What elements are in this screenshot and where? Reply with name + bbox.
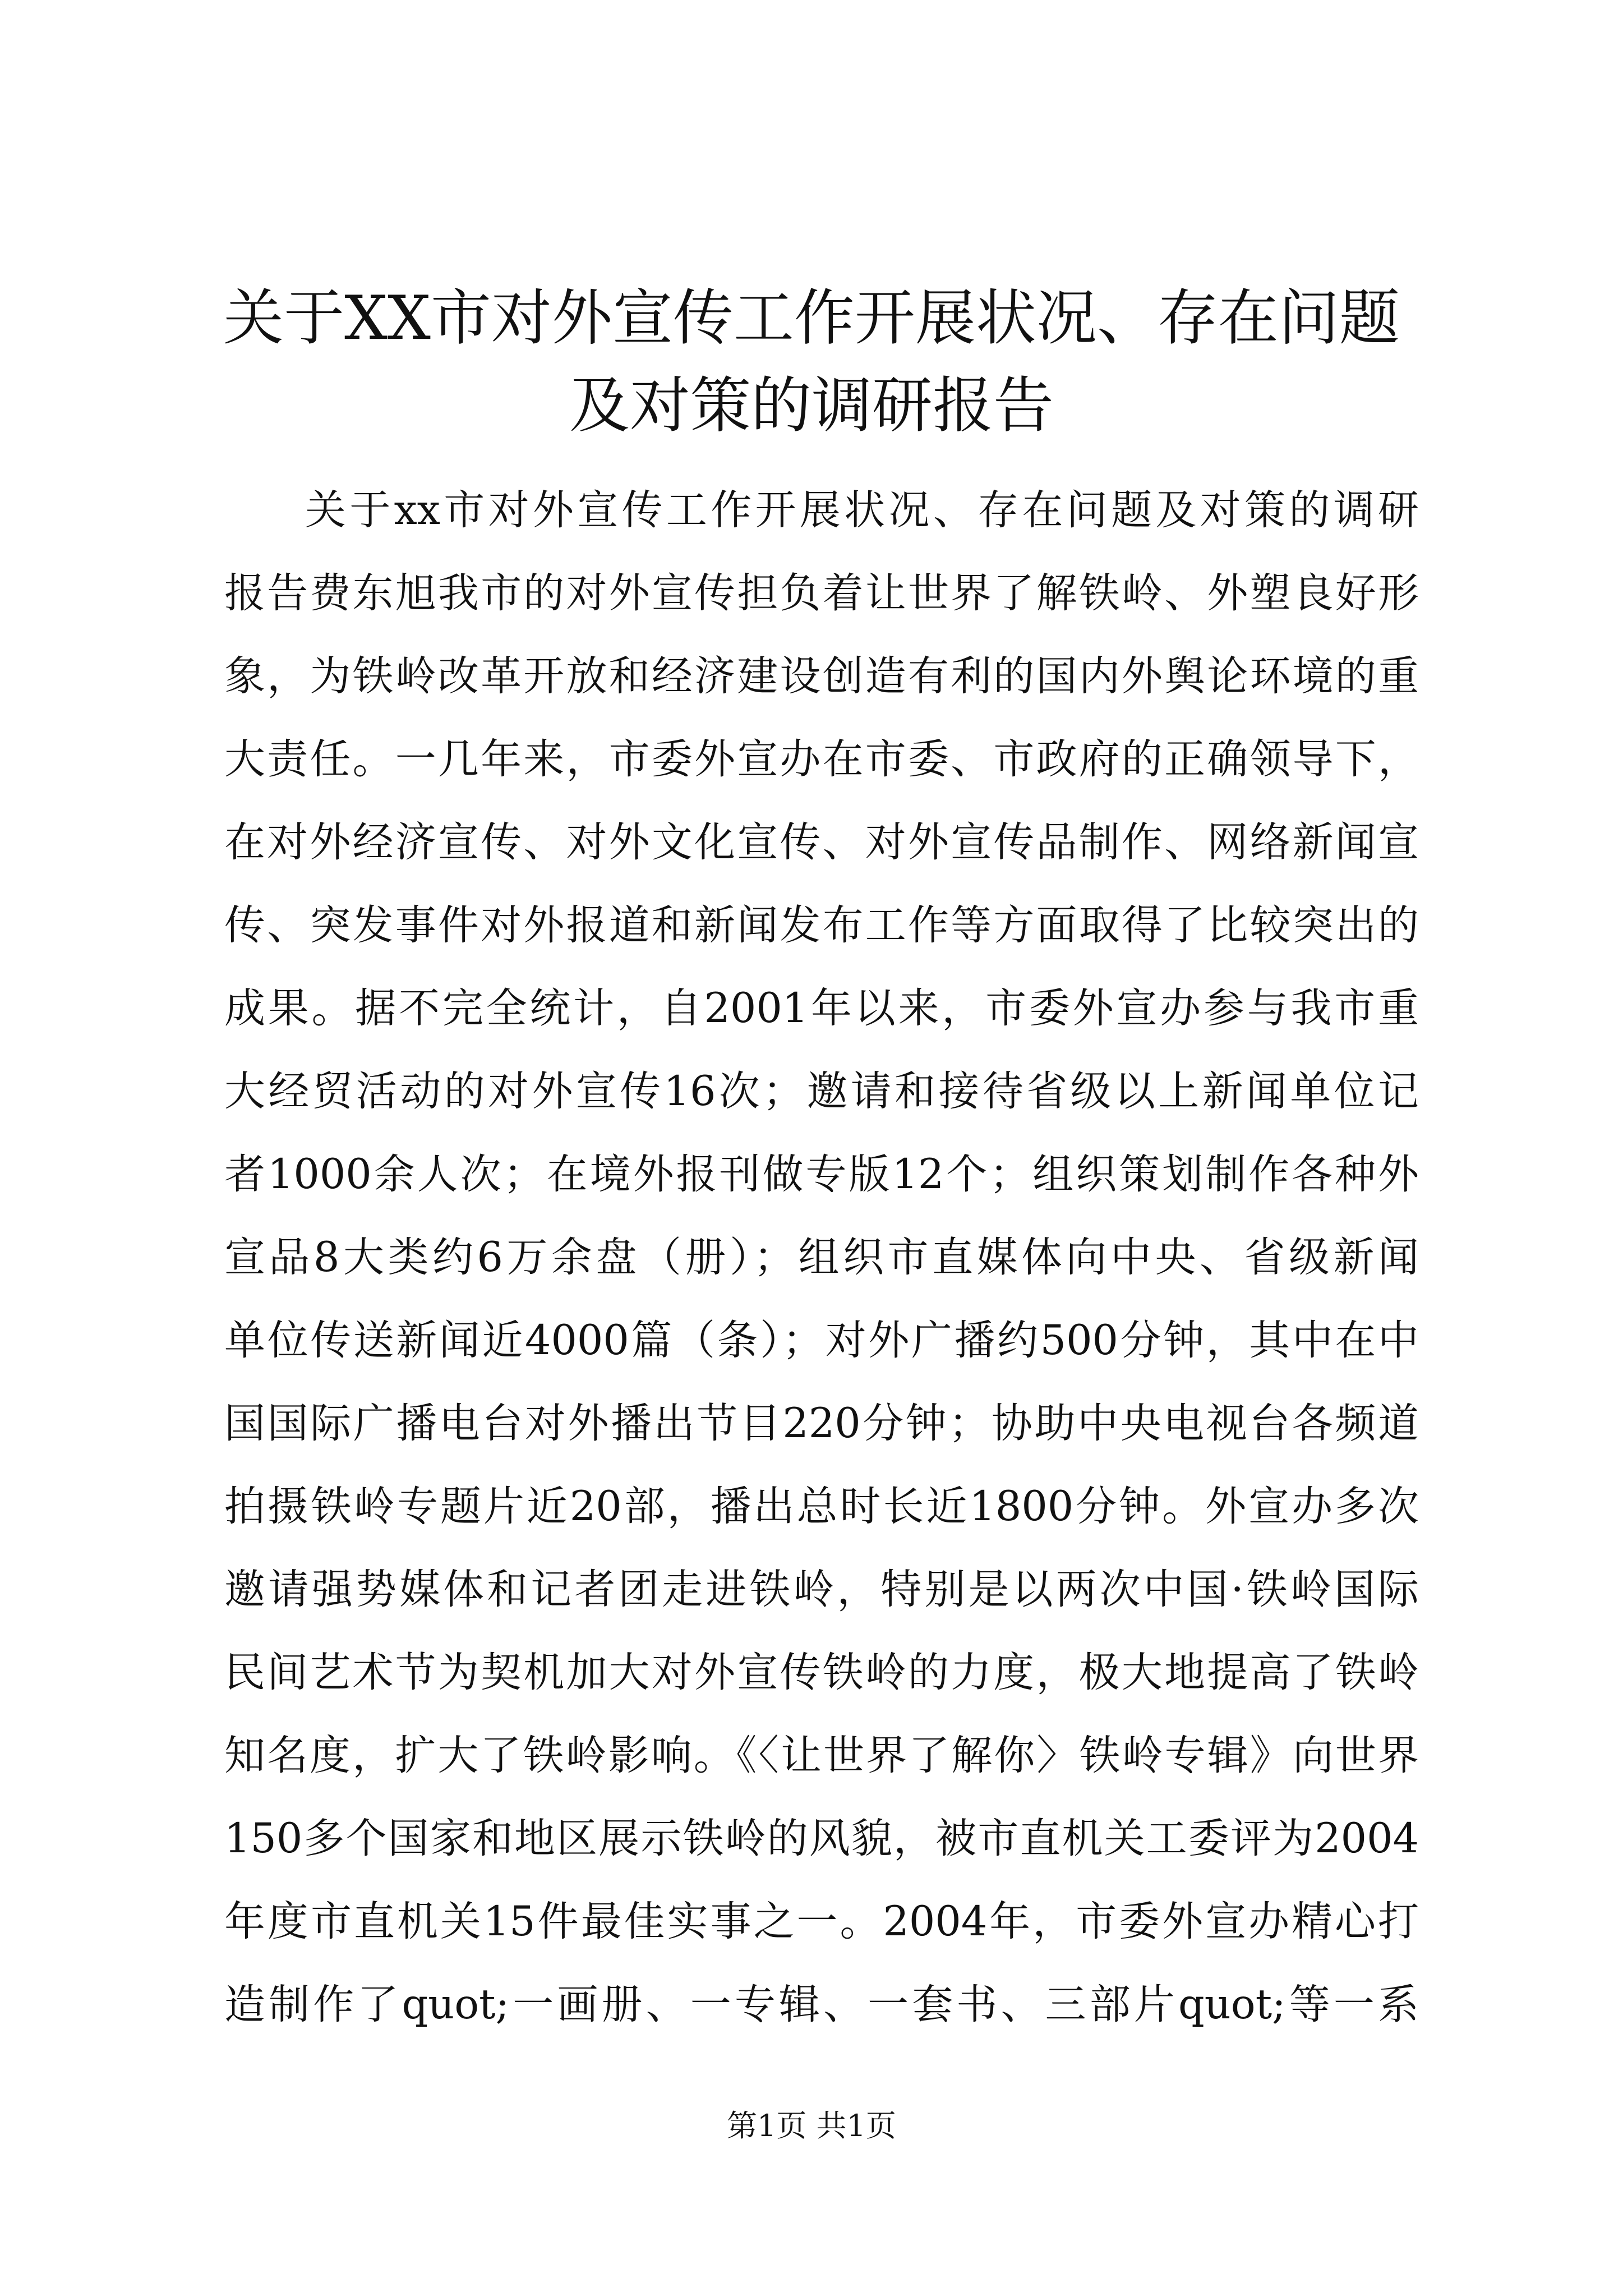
body-paragraph: [224, 469, 1419, 2046]
body-line: 拍摄铁岭专题片近20部，播出总时长近1800分钟。外宣办多次: [224, 1483, 1419, 1530]
document-title: [185, 275, 1438, 450]
body-line: 传、突发事件对外报道和新闻发布工作等方面取得了比较突出的: [224, 901, 1419, 949]
body-line: 国国际广播电台对外播出节目220分钟；协助中央电视台各频道: [224, 1400, 1419, 1447]
body-line: 邀请强势媒体和记者团走进铁岭，特别是以两次中国·铁岭国际: [224, 1566, 1419, 1613]
body-line: 单位传送新闻近4000篇（条）；对外广播约500分钟，其中在中: [224, 1317, 1419, 1364]
body-line: 宣品8大类约6万余盘（册）；组织市直媒体向中央、省级新闻: [224, 1234, 1419, 1281]
body-line: 成果。据不完全统计，自2001年以来，市委外宣办参与我市重: [224, 984, 1419, 1032]
page-number-footer: 第1页 共1页: [727, 2108, 896, 2143]
body-line: 150多个国家和地区展示铁岭的风貌，被市直机关工委评为2004: [224, 1815, 1419, 1862]
body-line: 民间艺术节为契机加大对外宣传铁岭的力度，极大地提高了铁岭: [224, 1649, 1419, 1696]
title-line-1: 关于XX市对外宣传工作开展状况、存在问题: [223, 283, 1400, 353]
body-line: 象，为铁岭改革开放和经济建设创造有利的国内外舆论环境的重: [224, 652, 1419, 700]
body-line: 大经贸活动的对外宣传16次；邀请和接待省级以上新闻单位记: [224, 1068, 1419, 1115]
body-line: 知名度，扩大了铁岭影响。《〈让世界了解你〉铁岭专辑》向世界: [224, 1732, 1419, 1779]
body-line: 造制作了quot;一画册、一专辑、一套书、三部片quot;等一系: [224, 1981, 1419, 2028]
body-line: 报告费东旭我市的对外宣传担负着让世界了解铁岭、外塑良好形: [224, 569, 1419, 617]
body-line: 在对外经济宣传、对外文化宣传、对外宣传品制作、网络新闻宣: [224, 818, 1419, 866]
body-line: 大责任。一几年来，市委外宣办在市委、市政府的正确领导下，: [224, 735, 1419, 783]
body-line: 关于xx市对外宣传工作开展状况、存在问题及对策的调研: [305, 486, 1419, 534]
body-line: 者1000余人次；在境外报刊做专版12个；组织策划制作各种外: [224, 1151, 1419, 1198]
title-line-2: 及对策的调研报告: [569, 371, 1054, 441]
body-line: 年度市直机关15件最佳实事之一。2004年，市委外宣办精心打: [224, 1898, 1419, 1945]
